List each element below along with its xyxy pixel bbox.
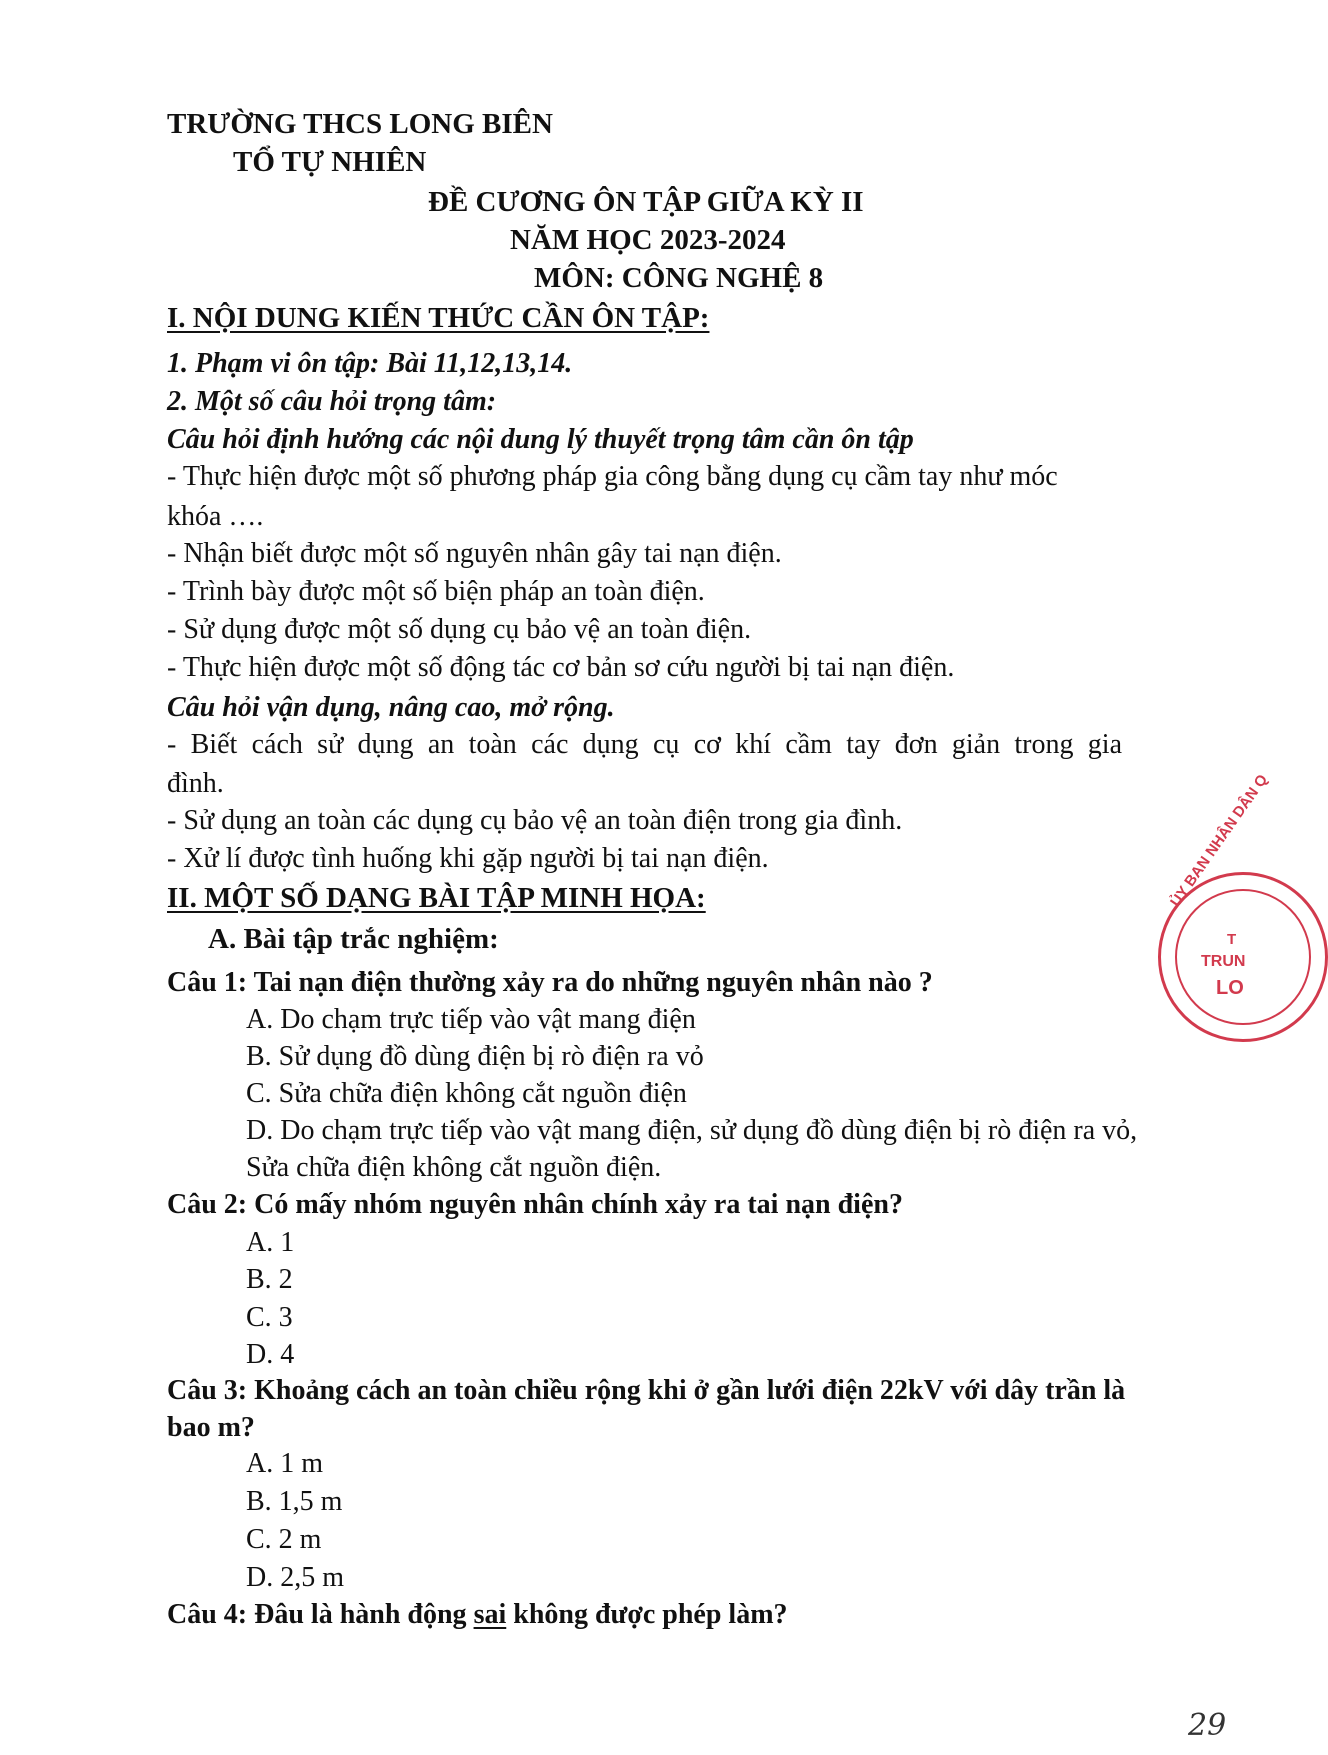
question-4-suffix: không được phép làm? bbox=[506, 1599, 788, 1630]
document-title: ĐỀ CƯƠNG ÔN TẬP GIỮA KỲ II bbox=[428, 186, 864, 218]
question-3-continued: bao m? bbox=[167, 1412, 255, 1443]
theory-item: - Nhận biết được một số nguyên nhân gây tai nạn điện. bbox=[167, 538, 782, 569]
answer-option-continued: Sửa chữa điện không cắt nguồn điện. bbox=[246, 1152, 662, 1183]
section-2-heading: II. MỘT SỐ DẠNG BÀI TẬP MINH HỌA: bbox=[167, 882, 706, 914]
applied-item: - Xử lí được tình huống khi gặp người bị tai nạn điện. bbox=[167, 843, 769, 874]
answer-option: D. Do chạm trực tiếp vào vật mang điện, sử dụng đồ dùng điện bị rò điện ra vỏ, bbox=[246, 1115, 1138, 1146]
school-name: TRƯỜNG THCS LONG BIÊN bbox=[167, 108, 553, 140]
answer-option: A. Do chạm trực tiếp vào vật mang điện bbox=[246, 1004, 696, 1035]
theory-item: - Trình bày được một số biện pháp an toàn điện. bbox=[167, 576, 705, 607]
question-3: Câu 3: Khoảng cách an toàn chiều rộng khi ở gần lưới điện 22kV với dây trần là bbox=[167, 1375, 1126, 1406]
multiple-choice-heading: A. Bài tập trắc nghiệm: bbox=[208, 923, 499, 955]
answer-option: C. 3 bbox=[246, 1302, 293, 1333]
answer-option: A. 1 bbox=[246, 1227, 295, 1258]
school-year: NĂM HỌC 2023-2024 bbox=[510, 224, 786, 256]
official-stamp bbox=[1158, 771, 1328, 1042]
stamp-text-line: LO bbox=[1216, 977, 1244, 999]
applied-item: - Biết cách sử dụng an toàn các dụng cụ cơ khí cầm tay đơn giản trong gia bbox=[167, 729, 1122, 760]
answer-option: B. 1,5 m bbox=[246, 1486, 343, 1517]
theory-item: khóa …. bbox=[167, 501, 264, 532]
question-2: Câu 2: Có mấy nhóm nguyên nhân chính xảy ra tai nạn điện? bbox=[167, 1189, 903, 1220]
applied-item: đình. bbox=[167, 768, 224, 799]
theory-questions-heading: Câu hỏi định hướng các nội dung lý thuyết trọng tâm cần ôn tập bbox=[167, 424, 914, 455]
page-number: 29 bbox=[1188, 1708, 1227, 1743]
theory-item: - Thực hiện được một số động tác cơ bản sơ cứu người bị tai nạn điện. bbox=[167, 652, 955, 683]
applied-item: - Sử dụng an toàn các dụng cụ bảo vệ an toàn điện trong gia đình. bbox=[167, 805, 903, 836]
answer-option: B. 2 bbox=[246, 1264, 293, 1295]
answer-option: A. 1 m bbox=[246, 1448, 323, 1479]
answer-option: C. Sửa chữa điện không cắt nguồn điện bbox=[246, 1078, 687, 1109]
stamp-arc-text: ỦY BAN NHÂN DÂN Q bbox=[1167, 771, 1272, 910]
department-name: TỔ TỰ NHIÊN bbox=[233, 146, 427, 178]
stamp-text-line: T bbox=[1227, 931, 1237, 948]
applied-questions-heading: Câu hỏi vận dụng, nâng cao, mở rộng. bbox=[167, 692, 615, 723]
question-4-prefix: Câu 4: Đâu là hành động bbox=[167, 1599, 474, 1630]
key-questions-heading: 2. Một số câu hỏi trọng tâm: bbox=[167, 386, 497, 417]
review-scope: 1. Phạm vi ôn tập: Bài 11,12,13,14. bbox=[167, 348, 573, 379]
answer-option: D. 2,5 m bbox=[246, 1562, 344, 1593]
subject-title: MÔN: CÔNG NGHỆ 8 bbox=[534, 262, 824, 294]
question-4 bbox=[167, 1601, 788, 1629]
question-1: Câu 1: Tai nạn điện thường xảy ra do những nguyên nhân nào ? bbox=[167, 967, 933, 998]
answer-option: D. 4 bbox=[246, 1339, 295, 1370]
answer-option: C. 2 m bbox=[246, 1524, 322, 1555]
theory-item: - Sử dụng được một số dụng cụ bảo vệ an toàn điện. bbox=[167, 614, 752, 645]
answer-option: B. Sử dụng đồ dùng điện bị rò điện ra vỏ bbox=[246, 1041, 704, 1072]
question-4-emphasis: sai bbox=[473, 1599, 507, 1630]
theory-item: - Thực hiện được một số phương pháp gia công bằng dụng cụ cầm tay như móc bbox=[167, 461, 1058, 492]
stamp-text-line: TRUN bbox=[1201, 953, 1246, 970]
section-1-heading: I. NỘI DUNG KIẾN THỨC CẦN ÔN TẬP: bbox=[167, 302, 710, 334]
